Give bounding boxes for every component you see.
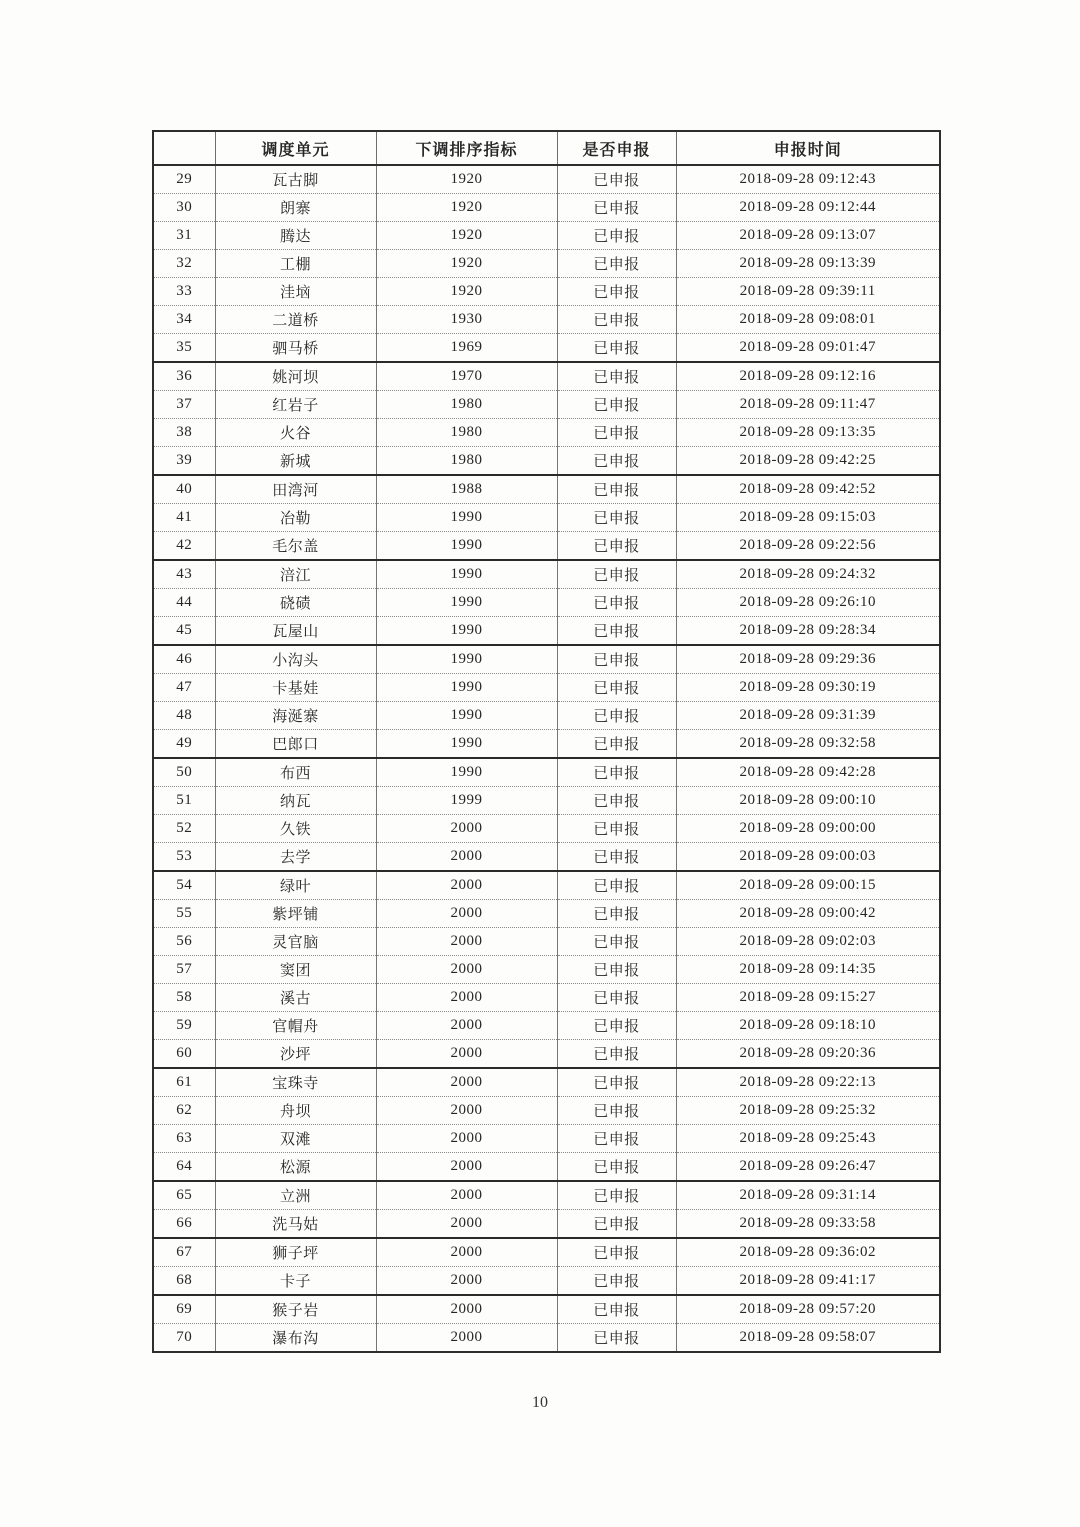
cell-declare-time: 2018-09-28 09:29:36 (676, 645, 940, 674)
cell-row-number: 61 (153, 1068, 215, 1097)
cell-downreg-indicator: 1920 (376, 165, 557, 194)
cell-declared: 已申报 (557, 1012, 676, 1040)
cell-dispatch-unit: 硗碛 (215, 589, 376, 617)
cell-row-number: 47 (153, 674, 215, 702)
cell-row-number: 68 (153, 1267, 215, 1296)
cell-declare-time: 2018-09-28 09:22:56 (676, 532, 940, 561)
cell-declare-time: 2018-09-28 09:15:03 (676, 504, 940, 532)
cell-row-number: 57 (153, 956, 215, 984)
cell-declared: 已申报 (557, 617, 676, 646)
table-row (153, 250, 940, 278)
cell-row-number: 59 (153, 1012, 215, 1040)
cell-downreg-indicator: 1990 (376, 532, 557, 561)
table-row (153, 419, 940, 447)
cell-downreg-indicator: 2000 (376, 1181, 557, 1210)
table-row (153, 334, 940, 363)
table-row (153, 589, 940, 617)
header-cell-declare-time: 申报时间 (676, 131, 940, 165)
cell-declare-time: 2018-09-28 09:15:27 (676, 984, 940, 1012)
cell-declared: 已申报 (557, 1125, 676, 1153)
cell-downreg-indicator: 2000 (376, 984, 557, 1012)
table-row (153, 984, 940, 1012)
cell-declared: 已申报 (557, 1153, 676, 1182)
cell-dispatch-unit: 卡子 (215, 1267, 376, 1296)
cell-declared: 已申报 (557, 334, 676, 363)
cell-declared: 已申报 (557, 843, 676, 872)
table-row (153, 1068, 940, 1097)
cell-row-number: 55 (153, 900, 215, 928)
cell-declare-time: 2018-09-28 09:36:02 (676, 1238, 940, 1267)
cell-declare-time: 2018-09-28 09:08:01 (676, 306, 940, 334)
cell-downreg-indicator: 2000 (376, 1324, 557, 1353)
cell-declared: 已申报 (557, 391, 676, 419)
cell-row-number: 38 (153, 419, 215, 447)
cell-downreg-indicator: 1970 (376, 362, 557, 391)
cell-declared: 已申报 (557, 250, 676, 278)
cell-dispatch-unit: 窦团 (215, 956, 376, 984)
cell-dispatch-unit: 洗马姑 (215, 1210, 376, 1239)
table-row (153, 1181, 940, 1210)
cell-declared: 已申报 (557, 165, 676, 194)
cell-dispatch-unit: 纳瓦 (215, 787, 376, 815)
cell-downreg-indicator: 1920 (376, 278, 557, 306)
cell-downreg-indicator: 2000 (376, 843, 557, 872)
cell-downreg-indicator: 1980 (376, 447, 557, 476)
cell-declare-time: 2018-09-28 09:11:47 (676, 391, 940, 419)
cell-downreg-indicator: 1990 (376, 560, 557, 589)
cell-declared: 已申报 (557, 194, 676, 222)
cell-downreg-indicator: 2000 (376, 871, 557, 900)
table-row (153, 1324, 940, 1353)
cell-declare-time: 2018-09-28 09:31:39 (676, 702, 940, 730)
cell-declare-time: 2018-09-28 09:39:11 (676, 278, 940, 306)
cell-declare-time: 2018-09-28 09:12:43 (676, 165, 940, 194)
cell-row-number: 54 (153, 871, 215, 900)
cell-declared: 已申报 (557, 278, 676, 306)
cell-dispatch-unit: 红岩子 (215, 391, 376, 419)
cell-dispatch-unit: 朗寨 (215, 194, 376, 222)
cell-declare-time: 2018-09-28 09:28:34 (676, 617, 940, 646)
table-row (153, 956, 940, 984)
cell-row-number: 43 (153, 560, 215, 589)
cell-dispatch-unit: 火谷 (215, 419, 376, 447)
cell-declared: 已申报 (557, 532, 676, 561)
cell-dispatch-unit: 紫坪铺 (215, 900, 376, 928)
cell-downreg-indicator: 1920 (376, 222, 557, 250)
cell-dispatch-unit: 瀑布沟 (215, 1324, 376, 1353)
cell-row-number: 63 (153, 1125, 215, 1153)
cell-row-number: 50 (153, 758, 215, 787)
cell-row-number: 34 (153, 306, 215, 334)
cell-declared: 已申报 (557, 1324, 676, 1353)
cell-declared: 已申报 (557, 787, 676, 815)
table-row (153, 674, 940, 702)
cell-declared: 已申报 (557, 362, 676, 391)
cell-declared: 已申报 (557, 1238, 676, 1267)
cell-dispatch-unit: 舟坝 (215, 1097, 376, 1125)
cell-declare-time: 2018-09-28 09:42:52 (676, 475, 940, 504)
cell-declared: 已申报 (557, 758, 676, 787)
cell-declare-time: 2018-09-28 09:18:10 (676, 1012, 940, 1040)
header-cell-declared: 是否申报 (557, 131, 676, 165)
cell-row-number: 44 (153, 589, 215, 617)
cell-declare-time: 2018-09-28 09:12:16 (676, 362, 940, 391)
table-row (153, 730, 940, 759)
cell-downreg-indicator: 2000 (376, 1125, 557, 1153)
table-header-row (153, 131, 940, 165)
table-row (153, 702, 940, 730)
cell-dispatch-unit: 卡基娃 (215, 674, 376, 702)
table-row (153, 928, 940, 956)
cell-row-number: 46 (153, 645, 215, 674)
table-row (153, 447, 940, 476)
cell-downreg-indicator: 1999 (376, 787, 557, 815)
cell-declare-time: 2018-09-28 09:00:42 (676, 900, 940, 928)
cell-declared: 已申报 (557, 475, 676, 504)
cell-declare-time: 2018-09-28 09:58:07 (676, 1324, 940, 1353)
cell-declare-time: 2018-09-28 09:00:10 (676, 787, 940, 815)
cell-row-number: 69 (153, 1295, 215, 1324)
table-row (153, 1040, 940, 1069)
cell-dispatch-unit: 冶勒 (215, 504, 376, 532)
cell-declared: 已申报 (557, 1097, 676, 1125)
cell-declared: 已申报 (557, 956, 676, 984)
cell-declared: 已申报 (557, 504, 676, 532)
cell-declare-time: 2018-09-28 09:13:07 (676, 222, 940, 250)
cell-declare-time: 2018-09-28 09:31:14 (676, 1181, 940, 1210)
cell-dispatch-unit: 涪江 (215, 560, 376, 589)
cell-row-number: 65 (153, 1181, 215, 1210)
cell-declared: 已申报 (557, 560, 676, 589)
table-row (153, 1125, 940, 1153)
cell-declared: 已申报 (557, 419, 676, 447)
cell-downreg-indicator: 1990 (376, 758, 557, 787)
table-row (153, 843, 940, 872)
cell-downreg-indicator: 1980 (376, 419, 557, 447)
table-row (153, 278, 940, 306)
cell-dispatch-unit: 官帽舟 (215, 1012, 376, 1040)
cell-declared: 已申报 (557, 1210, 676, 1239)
cell-declared: 已申报 (557, 871, 676, 900)
cell-row-number: 37 (153, 391, 215, 419)
cell-downreg-indicator: 1990 (376, 589, 557, 617)
cell-downreg-indicator: 2000 (376, 1040, 557, 1069)
cell-declared: 已申报 (557, 222, 676, 250)
cell-row-number: 49 (153, 730, 215, 759)
cell-dispatch-unit: 姚河坝 (215, 362, 376, 391)
table-row (153, 1012, 940, 1040)
cell-declare-time: 2018-09-28 09:00:03 (676, 843, 940, 872)
cell-row-number: 67 (153, 1238, 215, 1267)
cell-dispatch-unit: 立洲 (215, 1181, 376, 1210)
cell-downreg-indicator: 2000 (376, 1153, 557, 1182)
table-row (153, 1210, 940, 1239)
cell-row-number: 32 (153, 250, 215, 278)
table-row (153, 758, 940, 787)
cell-dispatch-unit: 双滩 (215, 1125, 376, 1153)
cell-downreg-indicator: 2000 (376, 1012, 557, 1040)
cell-declared: 已申报 (557, 447, 676, 476)
cell-dispatch-unit: 灵官脑 (215, 928, 376, 956)
cell-declare-time: 2018-09-28 09:42:25 (676, 447, 940, 476)
cell-declared: 已申报 (557, 984, 676, 1012)
cell-declared: 已申报 (557, 702, 676, 730)
cell-declare-time: 2018-09-28 09:26:10 (676, 589, 940, 617)
table-row (153, 165, 940, 194)
cell-dispatch-unit: 工棚 (215, 250, 376, 278)
cell-declared: 已申报 (557, 1068, 676, 1097)
header-cell-downreg-indicator: 下调排序指标 (376, 131, 557, 165)
cell-dispatch-unit: 瓦古脚 (215, 165, 376, 194)
cell-downreg-indicator: 2000 (376, 956, 557, 984)
cell-downreg-indicator: 2000 (376, 900, 557, 928)
cell-row-number: 30 (153, 194, 215, 222)
table-row (153, 222, 940, 250)
table-row (153, 617, 940, 646)
header-cell-dispatch-unit: 调度单元 (215, 131, 376, 165)
table-row (153, 1267, 940, 1296)
cell-row-number: 40 (153, 475, 215, 504)
cell-dispatch-unit: 布西 (215, 758, 376, 787)
cell-downreg-indicator: 2000 (376, 1210, 557, 1239)
cell-declared: 已申报 (557, 645, 676, 674)
cell-downreg-indicator: 2000 (376, 1238, 557, 1267)
cell-declare-time: 2018-09-28 09:25:32 (676, 1097, 940, 1125)
cell-declare-time: 2018-09-28 09:42:28 (676, 758, 940, 787)
cell-declared: 已申报 (557, 815, 676, 843)
cell-declare-time: 2018-09-28 09:00:00 (676, 815, 940, 843)
cell-declared: 已申报 (557, 730, 676, 759)
table-row (153, 306, 940, 334)
cell-declare-time: 2018-09-28 09:13:39 (676, 250, 940, 278)
cell-declared: 已申报 (557, 928, 676, 956)
cell-downreg-indicator: 1980 (376, 391, 557, 419)
cell-row-number: 60 (153, 1040, 215, 1069)
cell-dispatch-unit: 腾达 (215, 222, 376, 250)
cell-declare-time: 2018-09-28 09:33:58 (676, 1210, 940, 1239)
cell-row-number: 41 (153, 504, 215, 532)
cell-declare-time: 2018-09-28 09:12:44 (676, 194, 940, 222)
cell-downreg-indicator: 1920 (376, 250, 557, 278)
cell-dispatch-unit: 溪古 (215, 984, 376, 1012)
cell-row-number: 56 (153, 928, 215, 956)
cell-dispatch-unit: 猴子岩 (215, 1295, 376, 1324)
page-number: 10 (532, 1394, 548, 1411)
cell-dispatch-unit: 巴郎口 (215, 730, 376, 759)
cell-declare-time: 2018-09-28 09:02:03 (676, 928, 940, 956)
cell-downreg-indicator: 1988 (376, 475, 557, 504)
cell-downreg-indicator: 1920 (376, 194, 557, 222)
dispatch-table (152, 130, 941, 1353)
cell-dispatch-unit: 驷马桥 (215, 334, 376, 363)
cell-row-number: 35 (153, 334, 215, 363)
cell-declared: 已申报 (557, 674, 676, 702)
cell-dispatch-unit: 瓦屋山 (215, 617, 376, 646)
cell-declare-time: 2018-09-28 09:20:36 (676, 1040, 940, 1069)
cell-downreg-indicator: 1969 (376, 334, 557, 363)
table-row (153, 900, 940, 928)
cell-dispatch-unit: 二道桥 (215, 306, 376, 334)
cell-declared: 已申报 (557, 1295, 676, 1324)
cell-downreg-indicator: 2000 (376, 1295, 557, 1324)
cell-declared: 已申报 (557, 1040, 676, 1069)
cell-row-number: 39 (153, 447, 215, 476)
table-row (153, 194, 940, 222)
table-row (153, 475, 940, 504)
cell-dispatch-unit: 松源 (215, 1153, 376, 1182)
cell-downreg-indicator: 1990 (376, 617, 557, 646)
cell-declare-time: 2018-09-28 09:32:58 (676, 730, 940, 759)
cell-dispatch-unit: 沙坪 (215, 1040, 376, 1069)
cell-row-number: 62 (153, 1097, 215, 1125)
table-row (153, 391, 940, 419)
cell-row-number: 48 (153, 702, 215, 730)
table-row (153, 787, 940, 815)
cell-declared: 已申报 (557, 1267, 676, 1296)
cell-declare-time: 2018-09-28 09:01:47 (676, 334, 940, 363)
cell-dispatch-unit: 海涎寨 (215, 702, 376, 730)
cell-declared: 已申报 (557, 306, 676, 334)
cell-dispatch-unit: 久铁 (215, 815, 376, 843)
cell-declare-time: 2018-09-28 09:41:17 (676, 1267, 940, 1296)
header-cell-row-number (153, 131, 215, 165)
cell-declare-time: 2018-09-28 09:00:15 (676, 871, 940, 900)
cell-dispatch-unit: 绿叶 (215, 871, 376, 900)
cell-downreg-indicator: 2000 (376, 928, 557, 956)
table-row (153, 504, 940, 532)
table-body (153, 165, 940, 1352)
cell-declare-time: 2018-09-28 09:22:13 (676, 1068, 940, 1097)
cell-downreg-indicator: 1990 (376, 674, 557, 702)
cell-dispatch-unit: 田湾河 (215, 475, 376, 504)
cell-declare-time: 2018-09-28 09:24:32 (676, 560, 940, 589)
table-row (153, 560, 940, 589)
cell-row-number: 58 (153, 984, 215, 1012)
cell-declared: 已申报 (557, 589, 676, 617)
cell-downreg-indicator: 2000 (376, 815, 557, 843)
cell-dispatch-unit: 洼垴 (215, 278, 376, 306)
cell-row-number: 36 (153, 362, 215, 391)
cell-dispatch-unit: 去学 (215, 843, 376, 872)
cell-downreg-indicator: 1990 (376, 645, 557, 674)
cell-downreg-indicator: 1930 (376, 306, 557, 334)
cell-downreg-indicator: 1990 (376, 504, 557, 532)
table-row (153, 1295, 940, 1324)
cell-row-number: 33 (153, 278, 215, 306)
table-row (153, 532, 940, 561)
table-row (153, 1153, 940, 1182)
cell-downreg-indicator: 2000 (376, 1267, 557, 1296)
cell-declared: 已申报 (557, 1181, 676, 1210)
cell-row-number: 53 (153, 843, 215, 872)
cell-row-number: 52 (153, 815, 215, 843)
cell-row-number: 51 (153, 787, 215, 815)
cell-declare-time: 2018-09-28 09:26:47 (676, 1153, 940, 1182)
cell-declare-time: 2018-09-28 09:14:35 (676, 956, 940, 984)
cell-row-number: 66 (153, 1210, 215, 1239)
table-row (153, 815, 940, 843)
cell-row-number: 64 (153, 1153, 215, 1182)
table-row (153, 645, 940, 674)
cell-declare-time: 2018-09-28 09:25:43 (676, 1125, 940, 1153)
cell-dispatch-unit: 狮子坪 (215, 1238, 376, 1267)
cell-declare-time: 2018-09-28 09:13:35 (676, 419, 940, 447)
cell-row-number: 70 (153, 1324, 215, 1353)
cell-row-number: 45 (153, 617, 215, 646)
cell-dispatch-unit: 新城 (215, 447, 376, 476)
table-row (153, 1097, 940, 1125)
cell-declare-time: 2018-09-28 09:57:20 (676, 1295, 940, 1324)
table-row (153, 1238, 940, 1267)
cell-downreg-indicator: 1990 (376, 730, 557, 759)
cell-dispatch-unit: 宝珠寺 (215, 1068, 376, 1097)
table-row (153, 871, 940, 900)
cell-row-number: 42 (153, 532, 215, 561)
cell-row-number: 31 (153, 222, 215, 250)
table-row (153, 362, 940, 391)
cell-declared: 已申报 (557, 900, 676, 928)
cell-declare-time: 2018-09-28 09:30:19 (676, 674, 940, 702)
cell-row-number: 29 (176, 171, 193, 187)
cell-downreg-indicator: 2000 (376, 1097, 557, 1125)
cell-downreg-indicator: 2000 (376, 1068, 557, 1097)
cell-downreg-indicator: 1990 (376, 702, 557, 730)
cell-dispatch-unit: 小沟头 (215, 645, 376, 674)
cell-dispatch-unit: 毛尔盖 (215, 532, 376, 561)
